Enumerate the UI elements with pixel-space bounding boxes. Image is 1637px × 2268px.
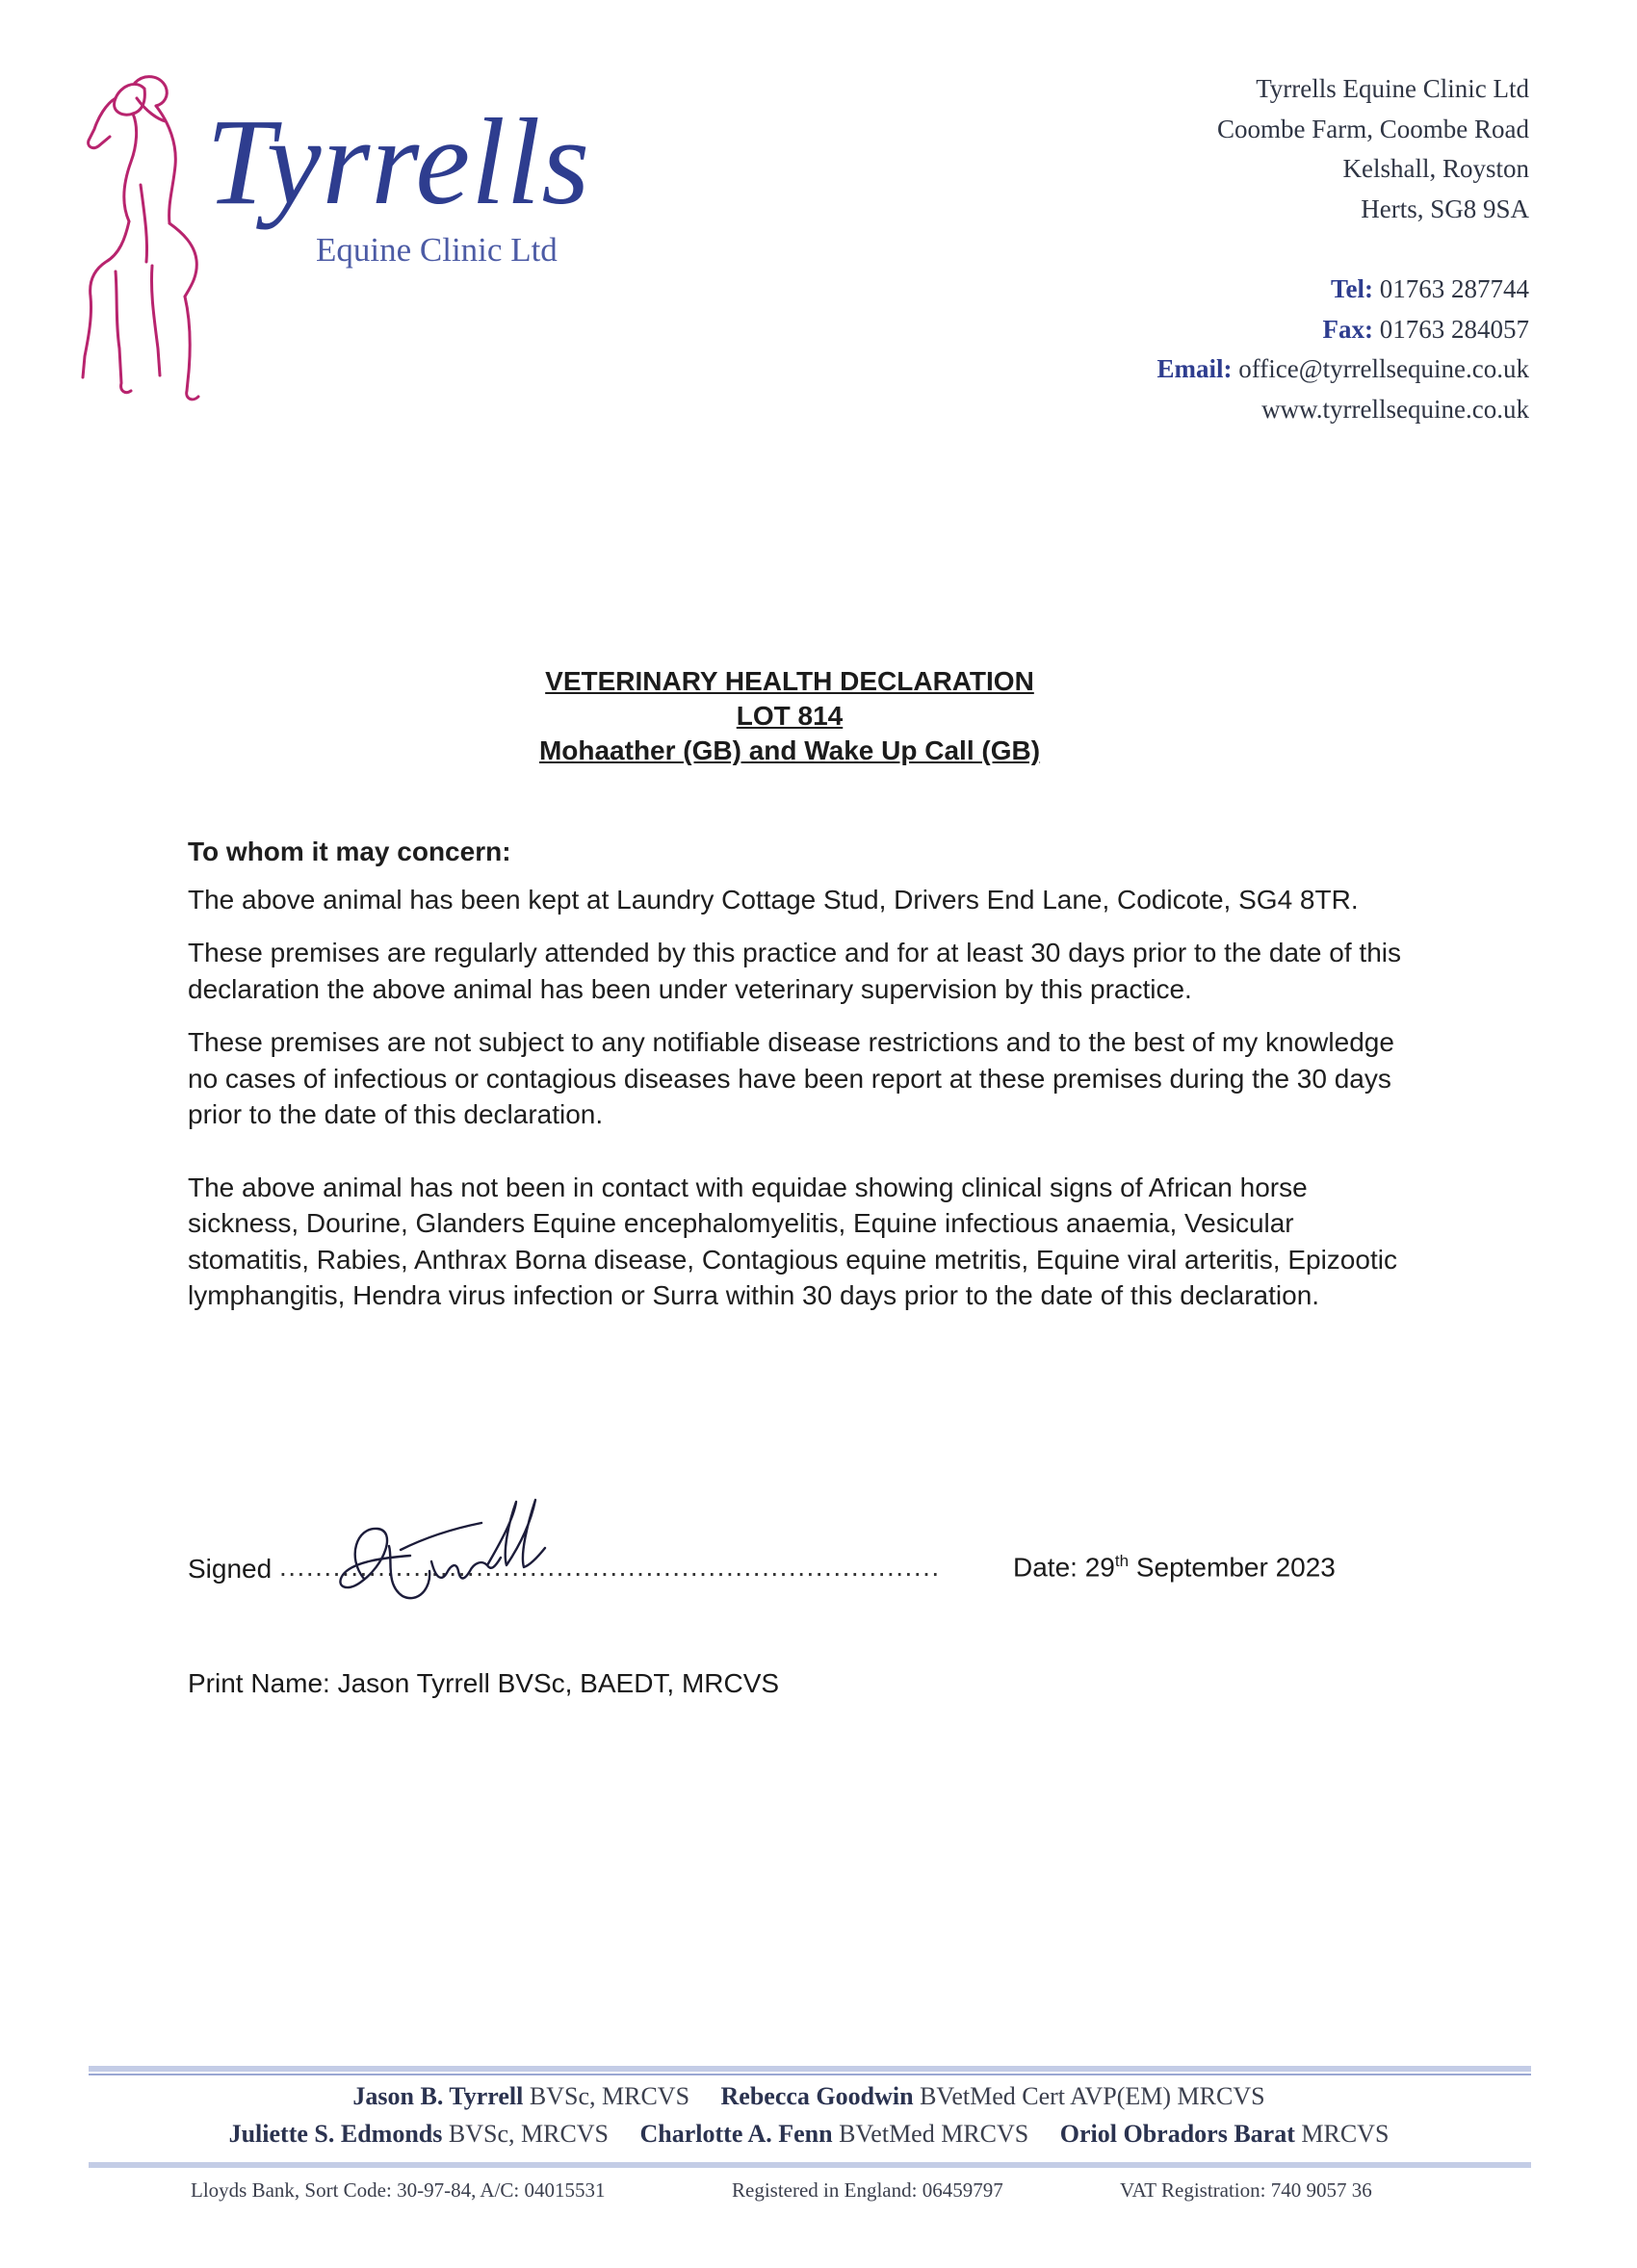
footer-divider-bottom bbox=[89, 2162, 1531, 2168]
footer-vets-line-2 bbox=[0, 2120, 1618, 2149]
logo-wordmark: Tyrrells bbox=[206, 93, 591, 230]
email-value[interactable]: office@tyrrellsequine.co.uk bbox=[1238, 354, 1529, 383]
date-rest: September 2023 bbox=[1129, 1552, 1336, 1583]
title-line-1: VETERINARY HEALTH DECLARATION bbox=[545, 666, 1034, 696]
email-label: Email: bbox=[1156, 354, 1233, 383]
clinic-contacts bbox=[1156, 270, 1529, 429]
paragraph: These premises are regularly attended by this practice and for at least 30 days prior to the date of this declaration the above animal has been under veterinary supervision by this practice. bbox=[188, 938, 1401, 1004]
vet-quals: BVSc, MRCVS bbox=[448, 2120, 610, 2148]
vet-quals: BVetMed Cert AVP(EM) MRCVS bbox=[920, 2082, 1265, 2110]
bank-details: Lloyds Bank, Sort Code: 30-97-84, A/C: 04015531 bbox=[191, 2178, 606, 2202]
title-line-3: Mohaather (GB) and Wake Up Call (GB) bbox=[538, 735, 1041, 765]
declaration-date bbox=[1013, 1552, 1336, 1583]
paragraph: The above animal has not been in contact with equidae showing clinical signs of African horse sickness, Dourine, Glanders Equine encephalomyelitis, Equine infectious anaemia, Vesicular stomatitis, Rabies, Anthrax Borna disease, Contagious equine metritis, Equine viral arteritis, Epizootic lymphangitis, Hendra virus infection or Surra within 30 days prior to the date of this declaration. bbox=[188, 1172, 1397, 1310]
date-ordinal: th bbox=[1114, 1552, 1130, 1570]
address-line: Coombe Farm, Coombe Road bbox=[1217, 114, 1529, 143]
fax-label: Fax: bbox=[1322, 314, 1373, 344]
vat-registration: VAT Registration: 740 9057 36 bbox=[1120, 2178, 1372, 2202]
fax-value: 01763 284057 bbox=[1379, 314, 1529, 344]
address-line: Herts, SG8 9SA bbox=[1361, 193, 1529, 223]
email-line bbox=[1156, 349, 1529, 390]
date-label: Date: 29 bbox=[1013, 1552, 1115, 1583]
horse-logo-icon bbox=[77, 69, 221, 425]
vet-name: Charlotte A. Fenn bbox=[639, 2120, 833, 2148]
vet-quals: MRCVS bbox=[1301, 2120, 1390, 2148]
fax-line bbox=[1156, 310, 1529, 350]
footer-divider-top-thin bbox=[89, 2074, 1531, 2075]
clinic-address bbox=[1217, 69, 1529, 229]
salutation: To whom it may concern: bbox=[188, 837, 511, 866]
tel-label: Tel: bbox=[1330, 274, 1373, 303]
document-title bbox=[0, 664, 1579, 768]
footer-vets-line-1 bbox=[0, 2082, 1618, 2111]
address-line: Kelshall, Royston bbox=[1342, 154, 1529, 183]
title-line-2: LOT 814 bbox=[736, 701, 844, 731]
tel-line bbox=[1156, 270, 1529, 310]
signature-line: .......................................................................... bbox=[279, 1552, 941, 1582]
declaration-body bbox=[188, 834, 1401, 1331]
logo-subtitle: Equine Clinic Ltd bbox=[316, 231, 558, 269]
paragraph: The above animal has been kept at Laundry Cottage Stud, Drivers End Lane, Codicote, SG4 8TR. bbox=[188, 884, 1359, 915]
company-registration: Registered in England: 06459797 bbox=[732, 2178, 1003, 2202]
print-name: Print Name: Jason Tyrrell BVSc, BAEDT, MRCVS bbox=[188, 1668, 780, 1698]
paragraph: These premises are not subject to any notifiable disease restrictions and to the best of my knowledge no cases of infectious or contagious diseases have been report at these premises during the 30 days prior to the date of this declaration. bbox=[188, 1027, 1394, 1129]
vet-name: Jason B. Tyrrell bbox=[352, 2082, 524, 2110]
website-link[interactable]: www.tyrrellsequine.co.uk bbox=[1261, 394, 1529, 424]
vet-quals: BVSc, MRCVS bbox=[529, 2082, 690, 2110]
vet-name: Oriol Obradors Barat bbox=[1059, 2120, 1295, 2148]
vet-quals: BVetMed MRCVS bbox=[839, 2120, 1029, 2148]
vet-name: Juliette S. Edmonds bbox=[228, 2120, 443, 2148]
tel-value: 01763 287744 bbox=[1379, 274, 1529, 303]
address-line: Tyrrells Equine Clinic Ltd bbox=[1256, 74, 1529, 103]
footer-divider-top bbox=[89, 2066, 1531, 2072]
handwritten-signature bbox=[318, 1490, 597, 1615]
vet-name: Rebecca Goodwin bbox=[720, 2082, 914, 2110]
signed-label: Signed bbox=[188, 1554, 273, 1584]
